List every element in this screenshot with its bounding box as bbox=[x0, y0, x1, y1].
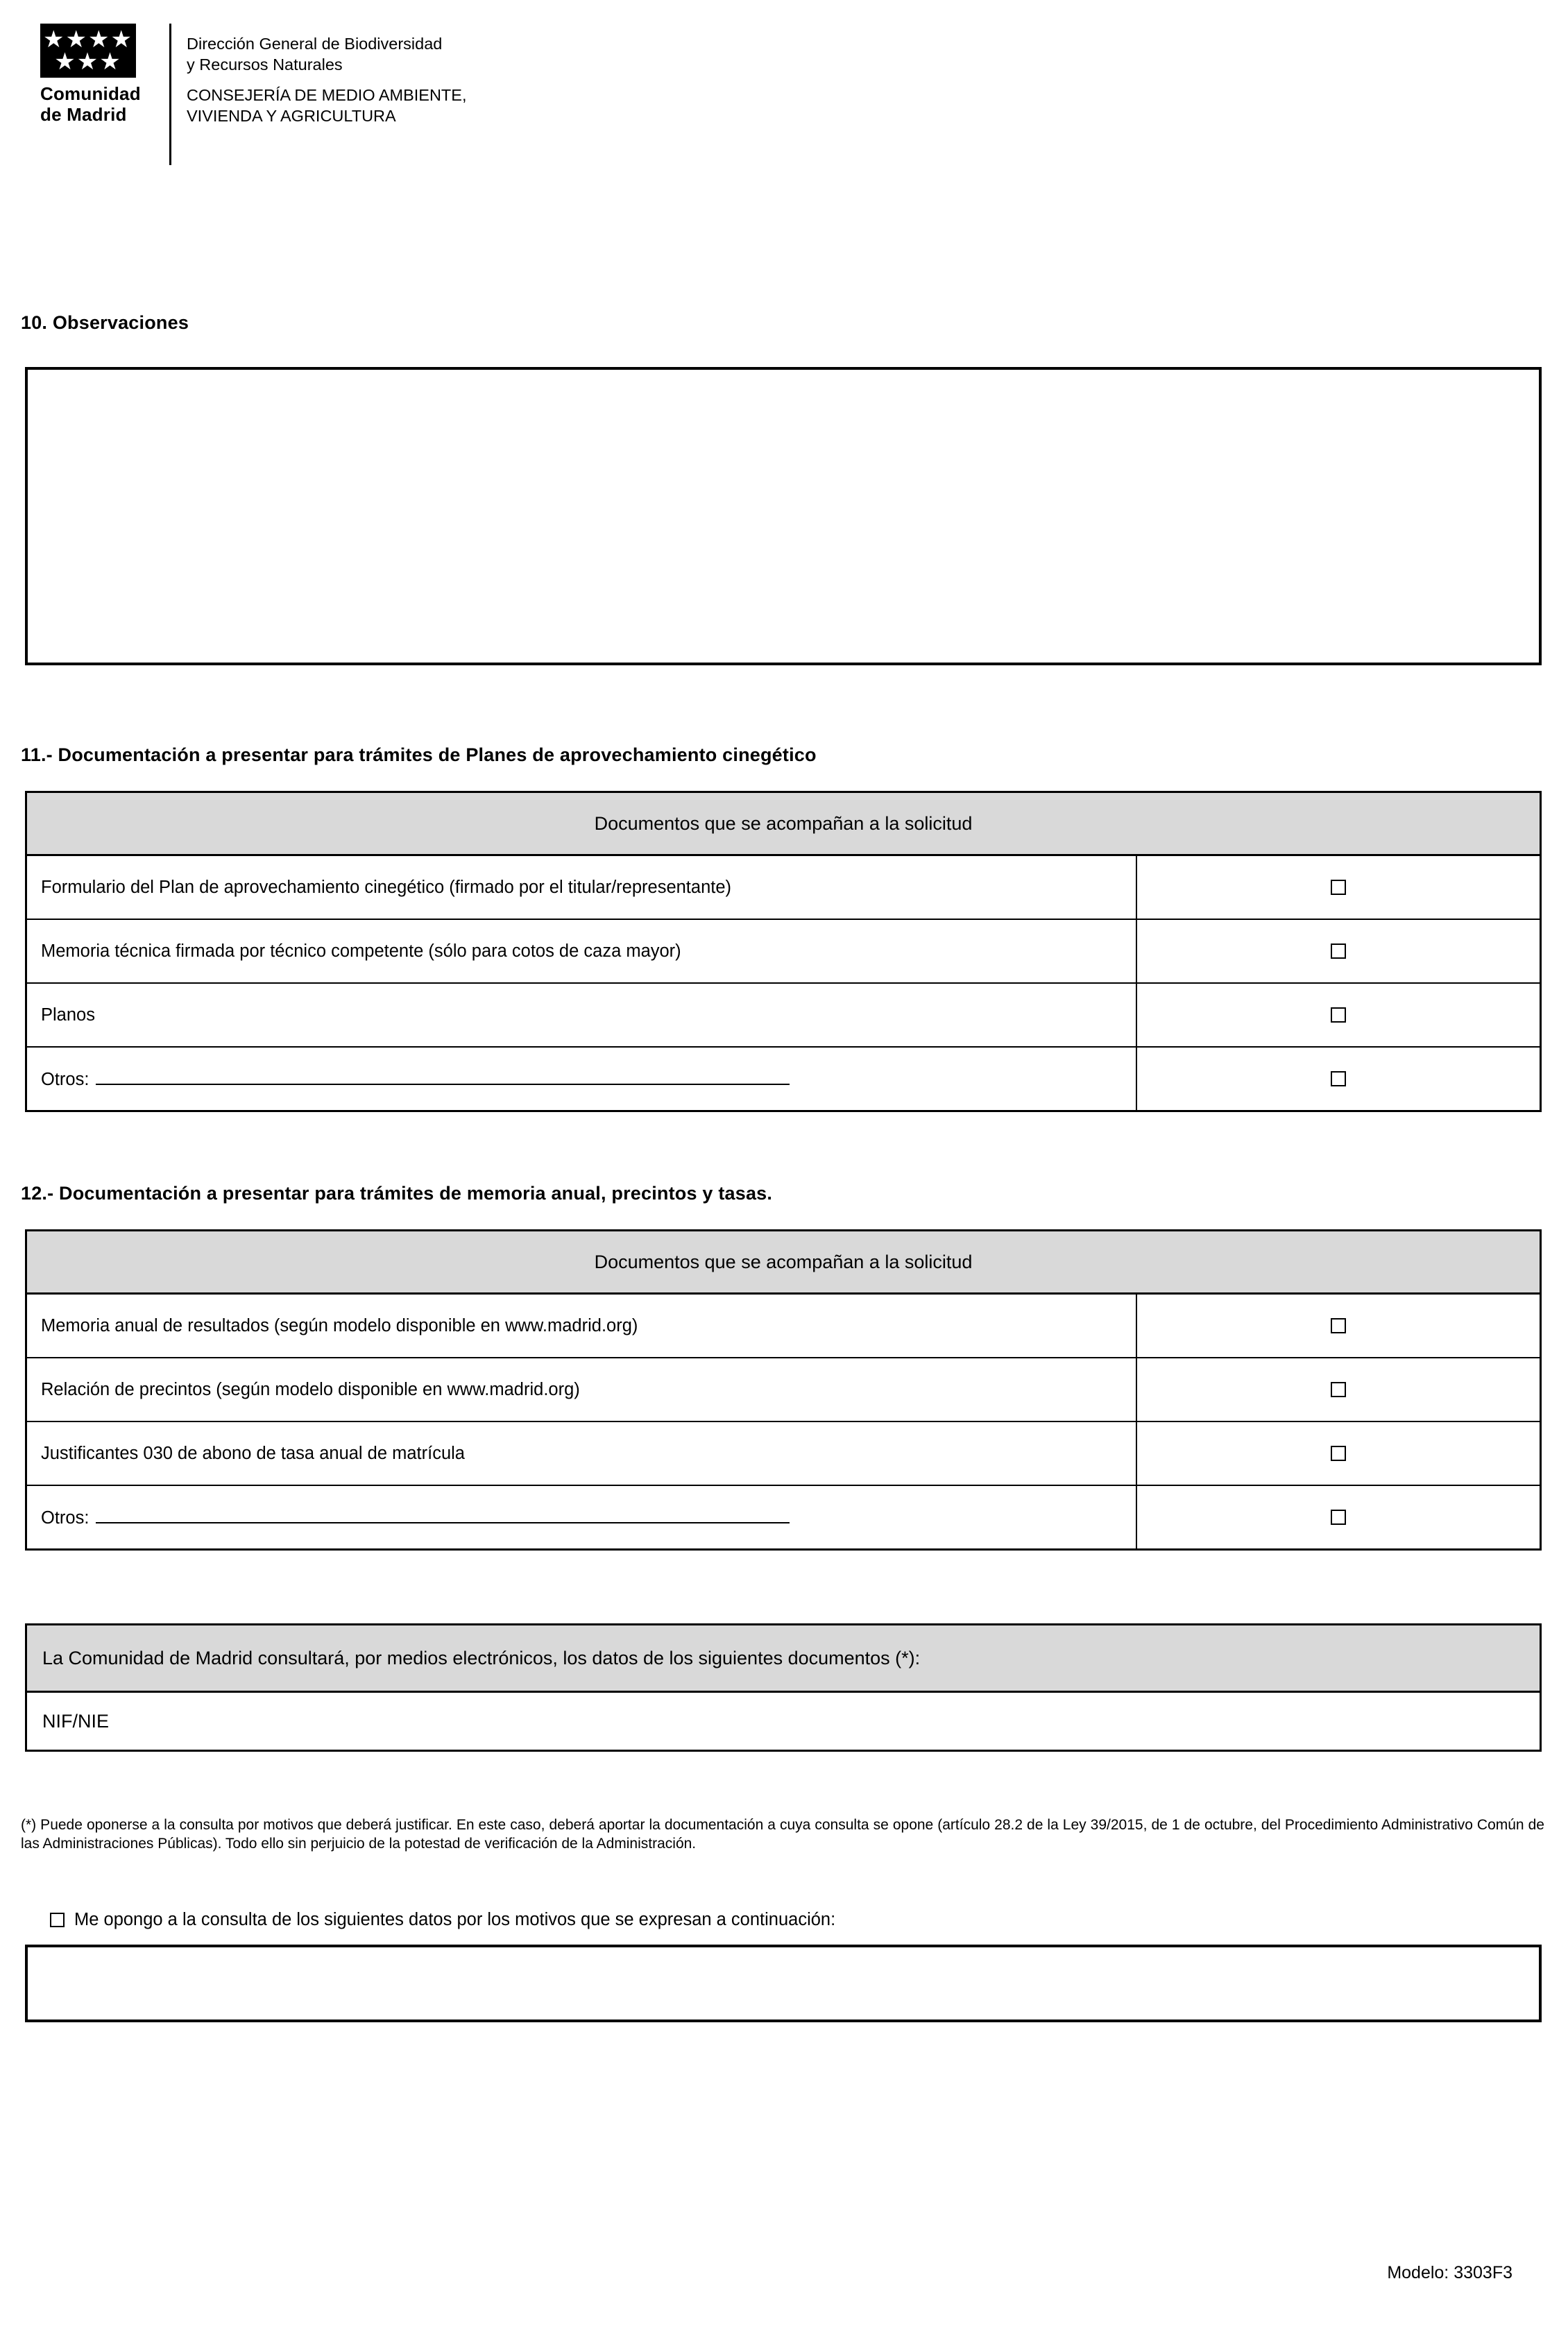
table-planes-row-2-label: Planos bbox=[27, 984, 1137, 1046]
checkbox-icon[interactable] bbox=[1331, 1382, 1346, 1397]
table-memoria-row-3-checkbox-cell bbox=[1137, 1486, 1540, 1548]
checkbox-icon[interactable] bbox=[1331, 1446, 1346, 1461]
oppose-reasons-textarea[interactable] bbox=[25, 1945, 1542, 2022]
oppose-consulta-row[interactable] bbox=[50, 1910, 835, 1930]
consulta-document-nif-nie: NIF/NIE bbox=[42, 1710, 110, 1732]
department-name-line1: CONSEJERÍA DE MEDIO AMBIENTE, bbox=[187, 86, 467, 104]
consulta-legal-note: (*) Puede oponerse a la consulta por motivos que deberá justificar. En este caso, deberá aportar la documentación a cuya consulta se opone (artículo 28.2 de la Ley 39/2015, de 1 de octubre, del Procedimiento Administrativo Común de las Administraciones Públicas). Todo ello sin perjuicio de la potestad de verificación de la Administración. bbox=[21, 1817, 1544, 1852]
table-planes-row-0-checkbox-cell bbox=[1137, 856, 1540, 919]
checkbox-icon[interactable] bbox=[1331, 944, 1346, 959]
org-name-line1: Dirección General de Biodiversidad bbox=[187, 35, 443, 53]
table-planes-row-1-label: Memoria técnica firmada por técnico competente (sólo para cotos de caza mayor) bbox=[27, 920, 1137, 982]
table-planes-header: Documentos que se acompañan a la solicitud bbox=[27, 793, 1540, 856]
logo-wordmark bbox=[40, 83, 162, 125]
checkbox-icon[interactable] bbox=[50, 1913, 65, 1927]
checkbox-icon[interactable] bbox=[1331, 1071, 1346, 1086]
footer-model-number: Modelo: 3303F3 bbox=[1387, 2263, 1512, 2282]
table-row bbox=[27, 856, 1540, 920]
table-memoria-row-2-checkbox-cell bbox=[1137, 1422, 1540, 1485]
document-header bbox=[25, 24, 467, 165]
table-memoria-row-0-checkbox-cell bbox=[1137, 1295, 1540, 1357]
observaciones-textarea[interactable] bbox=[25, 367, 1542, 665]
logo-wordmark-line1: Comunidad bbox=[40, 83, 141, 104]
stars-row-top: ★★★★ bbox=[43, 26, 133, 53]
table-planes-row-1-checkbox-cell bbox=[1137, 920, 1540, 982]
stars-icon bbox=[40, 24, 136, 78]
table-row bbox=[27, 1422, 1540, 1486]
table-documentos-memoria bbox=[25, 1229, 1542, 1551]
table-row bbox=[27, 1358, 1540, 1422]
table-documentos-planes bbox=[25, 791, 1542, 1112]
oppose-consulta-label: Me opongo a la consulta de los siguientes datos por los motivos que se expresan a continuación: bbox=[74, 1910, 836, 1929]
table-memoria-row-1-label: Relación de precintos (según modelo disponible en www.madrid.org) bbox=[27, 1358, 1137, 1421]
checkbox-icon[interactable] bbox=[1331, 1510, 1346, 1525]
table-row bbox=[27, 1295, 1540, 1358]
section-title-observaciones: 10. Observaciones bbox=[21, 312, 189, 333]
table-memoria-row-1-checkbox-cell bbox=[1137, 1358, 1540, 1421]
table-planes-row-3-label bbox=[27, 1048, 1137, 1110]
header-titles bbox=[187, 24, 467, 136]
table-planes-row-3-label-text: Otros: bbox=[41, 1069, 90, 1089]
table-planes-row-0-label: Formulario del Plan de aprovechamiento cinegético (firmado por el titular/representante) bbox=[27, 856, 1137, 919]
table-planes-row-3-checkbox-cell bbox=[1137, 1048, 1540, 1110]
table-memoria-header: Documentos que se acompañan a la solicitud bbox=[27, 1231, 1540, 1295]
table-memoria-row-2-label: Justificantes 030 de abono de tasa anual de matrícula bbox=[27, 1422, 1137, 1485]
consulta-header: La Comunidad de Madrid consultará, por medios electrónicos, los datos de los siguientes documentos (*): bbox=[27, 1625, 1540, 1693]
otros-input-line[interactable] bbox=[96, 1507, 790, 1523]
table-row bbox=[27, 920, 1540, 984]
table-memoria-row-3-label-text: Otros: bbox=[41, 1508, 90, 1528]
checkbox-icon[interactable] bbox=[1331, 1007, 1346, 1023]
stars-row-bottom: ★★★ bbox=[54, 49, 122, 75]
org-name bbox=[187, 33, 467, 75]
table-row bbox=[27, 1048, 1540, 1110]
comunidad-de-madrid-logo bbox=[25, 24, 169, 125]
logo-wordmark-line2: de Madrid bbox=[40, 104, 127, 125]
checkbox-icon[interactable] bbox=[1331, 1318, 1346, 1333]
consulta-electronica-box bbox=[25, 1623, 1542, 1752]
table-planes-row-2-checkbox-cell bbox=[1137, 984, 1540, 1046]
otros-input-line[interactable] bbox=[96, 1068, 790, 1085]
section-title-documentacion-memoria: 12.- Documentación a presentar para trámites de memoria anual, precintos y tasas. bbox=[21, 1183, 773, 1204]
department-name-line2: VIVIENDA Y AGRICULTURA bbox=[187, 107, 396, 125]
table-row bbox=[27, 1486, 1540, 1548]
table-memoria-row-3-label bbox=[27, 1486, 1137, 1548]
table-row bbox=[27, 984, 1540, 1048]
section-title-documentacion-planes: 11.- Documentación a presentar para trámites de Planes de aprovechamiento cinegético bbox=[21, 744, 817, 765]
department-name bbox=[187, 85, 467, 126]
table-memoria-row-0-label: Memoria anual de resultados (según modelo disponible en www.madrid.org) bbox=[27, 1295, 1137, 1357]
header-divider bbox=[169, 24, 171, 165]
checkbox-icon[interactable] bbox=[1331, 880, 1346, 895]
org-name-line2: y Recursos Naturales bbox=[187, 56, 343, 74]
